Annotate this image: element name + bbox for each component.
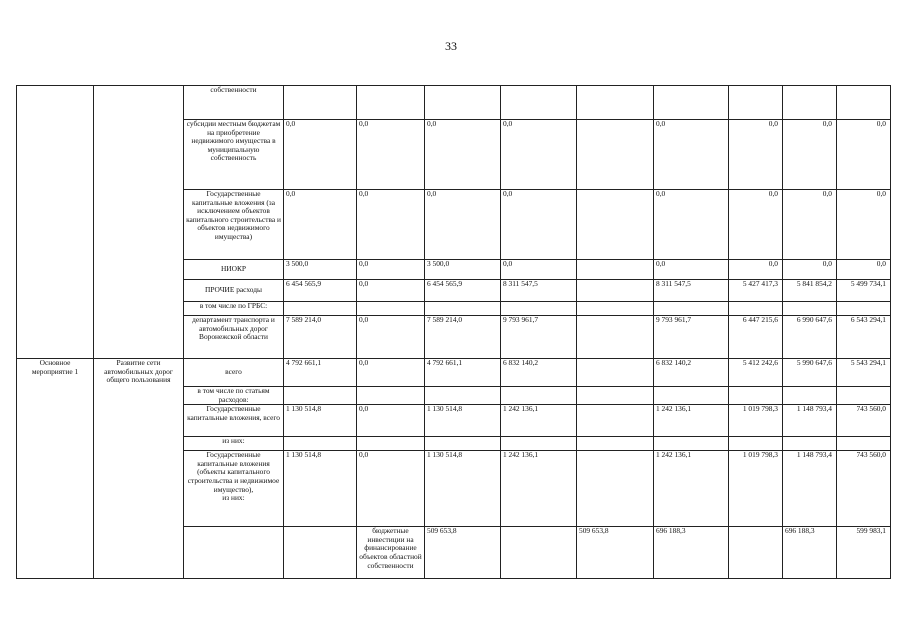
value-cell: 0,0 xyxy=(284,120,357,190)
value-cell xyxy=(577,405,654,437)
value-cell xyxy=(425,86,501,120)
value-cell xyxy=(357,302,425,316)
row-label: собственности xyxy=(184,86,284,120)
value-cell xyxy=(577,387,654,405)
row-label: всего xyxy=(184,359,284,387)
value-cell xyxy=(577,260,654,280)
value-cell: 696 188,3 xyxy=(783,527,837,579)
value-cell: 0,0 xyxy=(501,260,577,280)
value-cell: 0,0 xyxy=(783,120,837,190)
value-cell: 0,0 xyxy=(783,260,837,280)
value-cell: 0,0 xyxy=(425,120,501,190)
value-cell: 5 427 417,3 xyxy=(729,280,783,302)
value-cell: 0,0 xyxy=(357,359,425,387)
value-cell xyxy=(837,437,891,451)
row-label: НИОКР xyxy=(184,260,284,280)
value-cell: 599 983,1 xyxy=(837,527,891,579)
value-cell: 0,0 xyxy=(357,260,425,280)
value-cell: 8 311 547,5 xyxy=(501,280,577,302)
value-cell xyxy=(501,387,577,405)
value-cell: 0,0 xyxy=(357,451,425,527)
value-cell: 6 832 140,2 xyxy=(501,359,577,387)
value-cell: 1 242 136,1 xyxy=(501,405,577,437)
row-label: Государственные капитальные вложения (за исключением объектов капитального строительства и объектов недвижимого имущества) xyxy=(184,190,284,260)
table-row xyxy=(17,359,891,387)
value-cell: 7 589 214,0 xyxy=(425,316,501,359)
value-cell xyxy=(577,302,654,316)
value-cell: 0,0 xyxy=(357,405,425,437)
value-cell xyxy=(577,86,654,120)
value-cell xyxy=(284,302,357,316)
value-cell: 0,0 xyxy=(654,120,729,190)
value-cell: 743 560,0 xyxy=(837,405,891,437)
value-cell: 0,0 xyxy=(654,190,729,260)
value-cell xyxy=(783,302,837,316)
value-cell: 5 499 734,1 xyxy=(837,280,891,302)
value-cell xyxy=(783,437,837,451)
value-cell xyxy=(577,190,654,260)
value-cell: 0,0 xyxy=(501,190,577,260)
value-cell xyxy=(501,302,577,316)
value-cell: 5 543 294,1 xyxy=(837,359,891,387)
value-cell xyxy=(654,86,729,120)
value-cell: 0,0 xyxy=(729,190,783,260)
row-label: бюджетные инвестиции на финансирование объектов областной собственности xyxy=(357,527,425,579)
row-label: из них: xyxy=(184,437,284,451)
value-cell xyxy=(425,437,501,451)
measure-label: Основное мероприятие 1 xyxy=(17,359,94,579)
row-label: в том числе по ГРБС: xyxy=(184,302,284,316)
value-cell: 0,0 xyxy=(654,260,729,280)
value-cell: 5 841 854,2 xyxy=(783,280,837,302)
value-cell: 0,0 xyxy=(357,190,425,260)
value-cell: 0,0 xyxy=(357,316,425,359)
value-cell xyxy=(729,437,783,451)
value-cell: 743 560,0 xyxy=(837,451,891,527)
row-label-text: Государственные капитальные вложения (объекты капитального строительства и недвижимое имущество), xyxy=(187,450,280,494)
value-cell: 1 148 793,4 xyxy=(783,451,837,527)
value-cell: 4 792 661,1 xyxy=(425,359,501,387)
value-cell: 0,0 xyxy=(783,190,837,260)
value-cell: 0,0 xyxy=(837,190,891,260)
value-cell: 6 454 565,9 xyxy=(284,280,357,302)
value-cell: 7 589 214,0 xyxy=(284,316,357,359)
value-cell xyxy=(837,387,891,405)
value-cell: 9 793 961,7 xyxy=(501,316,577,359)
value-cell xyxy=(783,387,837,405)
value-cell: 509 653,8 xyxy=(425,527,501,579)
value-cell: 3 500,0 xyxy=(425,260,501,280)
row-label: Государственные капитальные вложения, всего xyxy=(184,405,284,437)
value-cell: 1 242 136,1 xyxy=(654,451,729,527)
value-cell xyxy=(501,437,577,451)
value-cell: 3 500,0 xyxy=(284,260,357,280)
value-cell xyxy=(357,387,425,405)
value-cell xyxy=(577,316,654,359)
value-cell: 8 311 547,5 xyxy=(654,280,729,302)
value-cell: 1 130 514,8 xyxy=(425,451,501,527)
value-cell: 5 412 242,6 xyxy=(729,359,783,387)
page-number: 33 xyxy=(445,39,457,53)
value-cell: 1 148 793,4 xyxy=(783,405,837,437)
value-cell xyxy=(284,437,357,451)
value-cell: 1 019 798,3 xyxy=(729,405,783,437)
value-cell: 6 990 647,6 xyxy=(783,316,837,359)
value-cell xyxy=(783,86,837,120)
value-cell xyxy=(729,527,783,579)
value-cell: 0,0 xyxy=(357,280,425,302)
value-cell xyxy=(837,86,891,120)
value-cell: 6 832 140,2 xyxy=(654,359,729,387)
value-cell xyxy=(425,302,501,316)
row-label xyxy=(184,451,284,527)
empty-cell xyxy=(284,527,357,579)
value-cell: 0,0 xyxy=(425,190,501,260)
value-cell: 1 242 136,1 xyxy=(654,405,729,437)
value-cell: 0,0 xyxy=(357,120,425,190)
empty-cell xyxy=(184,527,284,579)
value-cell: 1 130 514,8 xyxy=(284,451,357,527)
value-cell xyxy=(729,86,783,120)
value-cell xyxy=(837,302,891,316)
budget-table xyxy=(16,85,891,579)
value-cell: 0,0 xyxy=(837,260,891,280)
value-cell xyxy=(284,86,357,120)
value-cell xyxy=(357,86,425,120)
value-cell: 1 019 798,3 xyxy=(729,451,783,527)
value-cell xyxy=(425,387,501,405)
value-cell xyxy=(577,359,654,387)
value-cell: 1 130 514,8 xyxy=(425,405,501,437)
value-cell xyxy=(654,302,729,316)
value-cell xyxy=(501,86,577,120)
empty-cell xyxy=(94,86,184,359)
value-cell: 696 188,3 xyxy=(654,527,729,579)
value-cell: 0,0 xyxy=(837,120,891,190)
value-cell: 0,0 xyxy=(501,120,577,190)
value-cell: 4 792 661,1 xyxy=(284,359,357,387)
row-label: в том числе по статьям расходов: xyxy=(184,387,284,405)
row-label: ПРОЧИЕ расходы xyxy=(184,280,284,302)
value-cell: 6 447 215,6 xyxy=(729,316,783,359)
empty-cell xyxy=(17,86,94,359)
row-label: субсидии местным бюджетам на приобретение недвижимого имущества в муниципальную собственность xyxy=(184,120,284,190)
value-cell: 6 454 565,9 xyxy=(425,280,501,302)
program-label: Развитие сети автомобильных дорог общего пользования xyxy=(94,359,184,579)
value-cell: 5 990 647,6 xyxy=(783,359,837,387)
row-label: департамент транспорта и автомобильных дорог Воронежской области xyxy=(184,316,284,359)
value-cell xyxy=(284,387,357,405)
value-cell xyxy=(577,120,654,190)
value-cell: 1 242 136,1 xyxy=(501,451,577,527)
value-cell xyxy=(729,387,783,405)
value-cell: 0,0 xyxy=(284,190,357,260)
value-cell xyxy=(357,437,425,451)
value-cell xyxy=(577,280,654,302)
value-cell xyxy=(654,437,729,451)
value-cell: 0,0 xyxy=(729,260,783,280)
value-cell: 509 653,8 xyxy=(577,527,654,579)
value-cell xyxy=(501,527,577,579)
value-cell xyxy=(729,302,783,316)
value-cell xyxy=(577,451,654,527)
table-row xyxy=(17,86,891,120)
value-cell xyxy=(654,387,729,405)
value-cell: 9 793 961,7 xyxy=(654,316,729,359)
value-cell: 1 130 514,8 xyxy=(284,405,357,437)
row-sublabel: из них: xyxy=(222,493,245,503)
value-cell: 6 543 294,1 xyxy=(837,316,891,359)
value-cell: 0,0 xyxy=(729,120,783,190)
value-cell xyxy=(577,437,654,451)
